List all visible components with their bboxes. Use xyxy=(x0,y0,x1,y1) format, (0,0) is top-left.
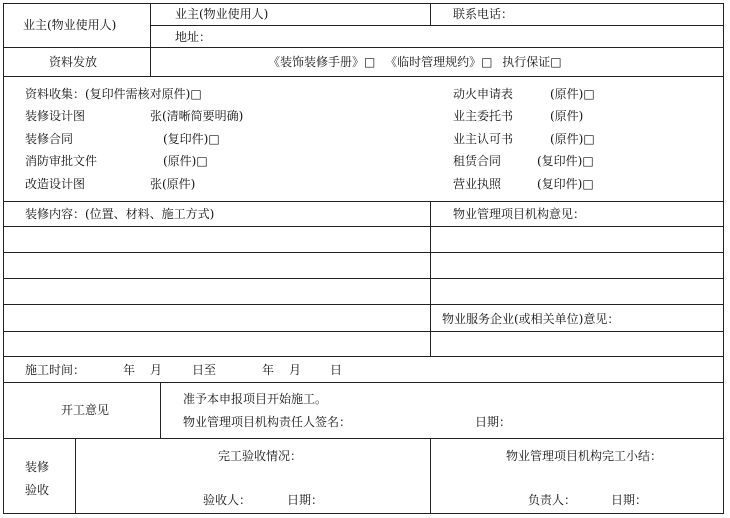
responsible-label: 负责人： xyxy=(528,493,577,507)
inspection-label: 完工验收情况： xyxy=(217,449,303,463)
collection-left-name: 改造设计图 xyxy=(25,177,86,191)
row-divider xyxy=(3,201,724,202)
row-divider xyxy=(3,226,724,227)
collection-left-note: (原件)□ xyxy=(163,154,208,168)
row-divider xyxy=(150,25,724,26)
col-divider xyxy=(75,438,76,514)
collection-right-note: (原件) xyxy=(550,109,584,123)
row-divider xyxy=(3,438,724,439)
inspector-date-label: 日期： xyxy=(287,493,324,507)
row-divider xyxy=(3,356,724,357)
collection-left-name: 装修合同 xyxy=(25,132,74,146)
col-divider xyxy=(430,3,431,25)
collection-left-name: 资料收集：(复印件需核对原件)□ xyxy=(25,87,202,101)
schedule-day-to: 日至 xyxy=(192,363,217,377)
mgmt-opinion-label: 物业管理项目机构意见： xyxy=(453,207,586,221)
row-divider xyxy=(3,382,724,383)
collection-right-note: (原件)□ xyxy=(550,87,595,101)
schedule-year-start: 年 xyxy=(123,363,136,377)
row-divider xyxy=(3,76,724,77)
start-approve-text: 准予本申报项目开始施工。 xyxy=(183,392,328,406)
row-divider xyxy=(3,304,724,305)
service-opinion-label: 物业服务企业(或相关单位)意见： xyxy=(442,312,620,326)
collection-left-note: (复印件)□ xyxy=(163,132,220,146)
row-divider xyxy=(3,331,724,332)
collection-right-name: 业主认可书 xyxy=(453,132,514,146)
schedule-month-start: 月 xyxy=(150,363,163,377)
col-divider xyxy=(160,382,161,438)
content-label: 装修内容：(位置、材料、施工方式) xyxy=(25,207,215,221)
col-divider xyxy=(430,438,431,514)
collection-right-note: (复印件)□ xyxy=(537,177,594,191)
collection-right-name: 租赁合同 xyxy=(453,154,502,168)
acceptance-label-1: 装修 xyxy=(25,460,50,474)
collection-right-note: (原件)□ xyxy=(550,132,595,146)
row-divider xyxy=(3,47,724,48)
collection-left-note: 张(原件) xyxy=(150,177,196,191)
row-divider xyxy=(3,252,724,253)
schedule-day-end: 日 xyxy=(330,363,343,377)
schedule-year-end: 年 xyxy=(262,363,275,377)
col-divider xyxy=(150,3,151,76)
start-date-label: 日期： xyxy=(475,415,512,429)
responsible-date-label: 日期： xyxy=(611,493,648,507)
owner-label: 业主(物业使用人) xyxy=(23,18,117,32)
collection-right-note: (复印件)□ xyxy=(537,154,594,168)
acceptance-label-2: 验收 xyxy=(25,483,50,497)
inspector-label: 验收人： xyxy=(203,493,252,507)
start-opinion-label: 开工意见 xyxy=(61,403,110,417)
owner-field-label: 业主(物业使用人) xyxy=(175,7,269,21)
collection-right-name: 业主委托书 xyxy=(453,109,514,123)
schedule-month-end: 月 xyxy=(289,363,302,377)
collection-left-note: 张(清晰简要明确) xyxy=(150,109,244,123)
materials-label: 资料发放 xyxy=(49,55,98,69)
row-divider xyxy=(3,278,724,279)
collection-right-name: 动火申请表 xyxy=(453,87,514,101)
address-label: 地址： xyxy=(175,30,212,44)
collection-left-name: 装修设计图 xyxy=(25,109,86,123)
schedule-label: 施工时间： xyxy=(25,363,86,377)
completion-summary-label: 物业管理项目机构完工小结： xyxy=(505,449,663,463)
materials-items: 《装饰装修手册》□ 《临时管理规约》□ 执行保证□ xyxy=(268,55,562,69)
phone-label: 联系电话： xyxy=(453,7,514,21)
start-signer-label: 物业管理项目机构责任人签名： xyxy=(183,415,352,429)
collection-left-name: 消防审批文件 xyxy=(25,154,98,168)
collection-right-name: 营业执照 xyxy=(453,177,502,191)
col-divider xyxy=(430,201,431,356)
